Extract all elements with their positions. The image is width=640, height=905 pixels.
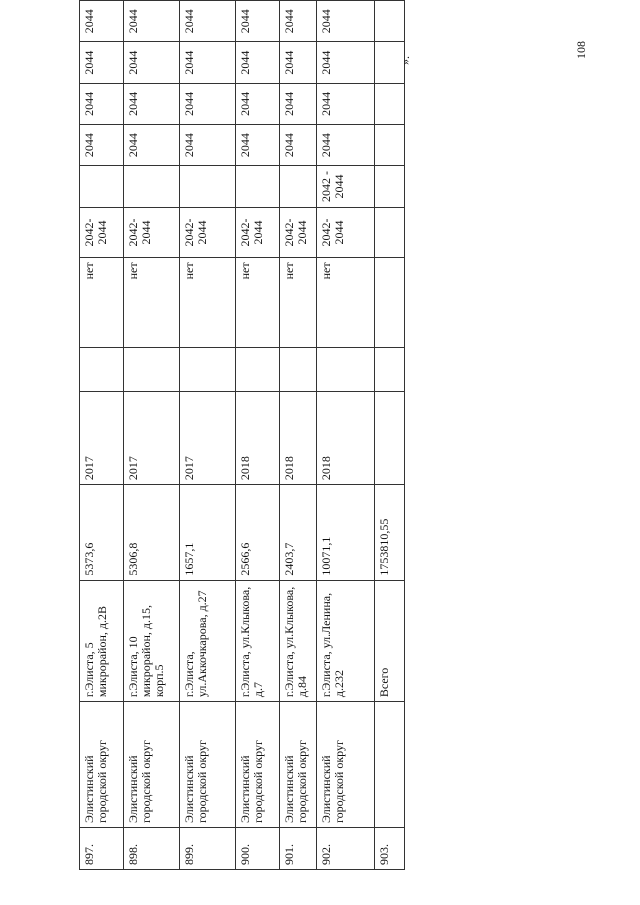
year-cell: 2018 <box>280 392 317 485</box>
year-2044-cell: 2044 <box>236 125 280 166</box>
area-cell: 5373,6 <box>80 485 124 581</box>
empty-cell <box>375 1 405 42</box>
year-2044-cell: 2044 <box>317 83 375 124</box>
row-number: 899. <box>180 828 236 870</box>
district-cell: Элистинский городской округ <box>236 702 280 828</box>
empty-cell <box>375 125 405 166</box>
row-number: 898. <box>124 828 180 870</box>
year-2044-cell: 2044 <box>80 42 124 83</box>
period-cell-2 <box>280 166 317 207</box>
period-cell: 2042-2044 <box>80 207 124 258</box>
year-cell: 2017 <box>80 392 124 485</box>
table-row <box>124 1 180 870</box>
period-cell: 2042-2044 <box>236 207 280 258</box>
period-cell: 2042-2044 <box>280 207 317 258</box>
table-row <box>317 1 375 870</box>
status-cell: нет <box>180 258 236 348</box>
empty-cell <box>124 348 180 392</box>
year-2044-cell: 2044 <box>280 1 317 42</box>
year-2044-cell: 2044 <box>124 42 180 83</box>
year-2044-cell: 2044 <box>280 83 317 124</box>
year-2044-cell: 2044 <box>236 83 280 124</box>
year-2044-cell: 2044 <box>280 42 317 83</box>
area-cell: 2566,6 <box>236 485 280 581</box>
year-2044-cell: 2044 <box>317 42 375 83</box>
district-cell: Элистинский городской округ <box>80 702 124 828</box>
address-cell: г.Элиста, ул.Клыкова, д.84 <box>280 580 317 702</box>
address-cell: г.Элиста, 10 микрорайон, д.15, корп.5 <box>124 580 180 702</box>
year-2044-cell: 2044 <box>80 83 124 124</box>
year-2044-cell: 2044 <box>80 1 124 42</box>
closing-quote: ». <box>398 56 412 65</box>
table-body <box>80 1 405 870</box>
year-2044-cell: 2044 <box>317 1 375 42</box>
empty-cell <box>180 348 236 392</box>
year-cell: 2017 <box>180 392 236 485</box>
year-2044-cell: 2044 <box>124 125 180 166</box>
year-2044-cell: 2044 <box>236 1 280 42</box>
area-cell: 1657,1 <box>180 485 236 581</box>
table-row <box>236 1 280 870</box>
district-cell <box>375 702 405 828</box>
area-cell: 2403,7 <box>280 485 317 581</box>
year-cell: 2017 <box>124 392 180 485</box>
year-2044-cell: 2044 <box>180 1 236 42</box>
empty-cell <box>280 348 317 392</box>
period-cell-2 <box>80 166 124 207</box>
address-cell: г.Элиста, ул.Ленина, д.232 <box>317 580 375 702</box>
district-cell: Элистинский городской округ <box>124 702 180 828</box>
period-cell: 2042-2044 <box>180 207 236 258</box>
district-cell: Элистинский городской округ <box>280 702 317 828</box>
row-number: 903. <box>375 828 405 870</box>
table-row <box>180 1 236 870</box>
total-label: Всего <box>375 580 405 702</box>
empty-cell <box>236 348 280 392</box>
empty-cell <box>375 258 405 348</box>
empty-cell <box>317 348 375 392</box>
year-cell: 2018 <box>236 392 280 485</box>
status-cell: нет <box>80 258 124 348</box>
status-cell: нет <box>317 258 375 348</box>
status-cell: нет <box>124 258 180 348</box>
table-row <box>280 1 317 870</box>
period-cell-2: 2042 - 2044 <box>317 166 375 207</box>
row-number: 901. <box>280 828 317 870</box>
total-row <box>375 1 405 870</box>
year-2044-cell: 2044 <box>80 125 124 166</box>
row-number: 897. <box>80 828 124 870</box>
empty-cell <box>375 207 405 258</box>
period-cell-2 <box>180 166 236 207</box>
year-2044-cell: 2044 <box>180 83 236 124</box>
table-row <box>80 1 124 870</box>
year-cell: 2018 <box>317 392 375 485</box>
address-cell: г.Элиста, 5 микрорайон, д.2В <box>80 580 124 702</box>
district-cell: Элистинский городской округ <box>180 702 236 828</box>
year-2044-cell: 2044 <box>236 42 280 83</box>
row-number: 900. <box>236 828 280 870</box>
status-cell: нет <box>236 258 280 348</box>
empty-cell <box>80 348 124 392</box>
address-cell: г.Элиста, ул.Аккочкарова, д.27 <box>180 580 236 702</box>
empty-cell <box>375 166 405 207</box>
year-2044-cell: 2044 <box>317 125 375 166</box>
status-cell: нет <box>280 258 317 348</box>
page-number: 108 <box>574 41 588 59</box>
period-cell-2 <box>124 166 180 207</box>
area-cell: 10071,1 <box>317 485 375 581</box>
total-area: 1753810,55 <box>375 485 405 581</box>
housing-table <box>79 0 405 870</box>
empty-cell <box>375 392 405 485</box>
area-cell: 5306,8 <box>124 485 180 581</box>
district-cell: Элистинский городской округ <box>317 702 375 828</box>
year-2044-cell: 2044 <box>280 125 317 166</box>
period-cell: 2042-2044 <box>317 207 375 258</box>
row-number: 902. <box>317 828 375 870</box>
year-2044-cell: 2044 <box>180 42 236 83</box>
year-2044-cell: 2044 <box>180 125 236 166</box>
empty-cell <box>375 348 405 392</box>
address-cell: г.Элиста, ул.Клыкова, д.7 <box>236 580 280 702</box>
period-cell: 2042-2044 <box>124 207 180 258</box>
year-2044-cell: 2044 <box>124 1 180 42</box>
year-2044-cell: 2044 <box>124 83 180 124</box>
empty-cell <box>375 83 405 124</box>
period-cell-2 <box>236 166 280 207</box>
